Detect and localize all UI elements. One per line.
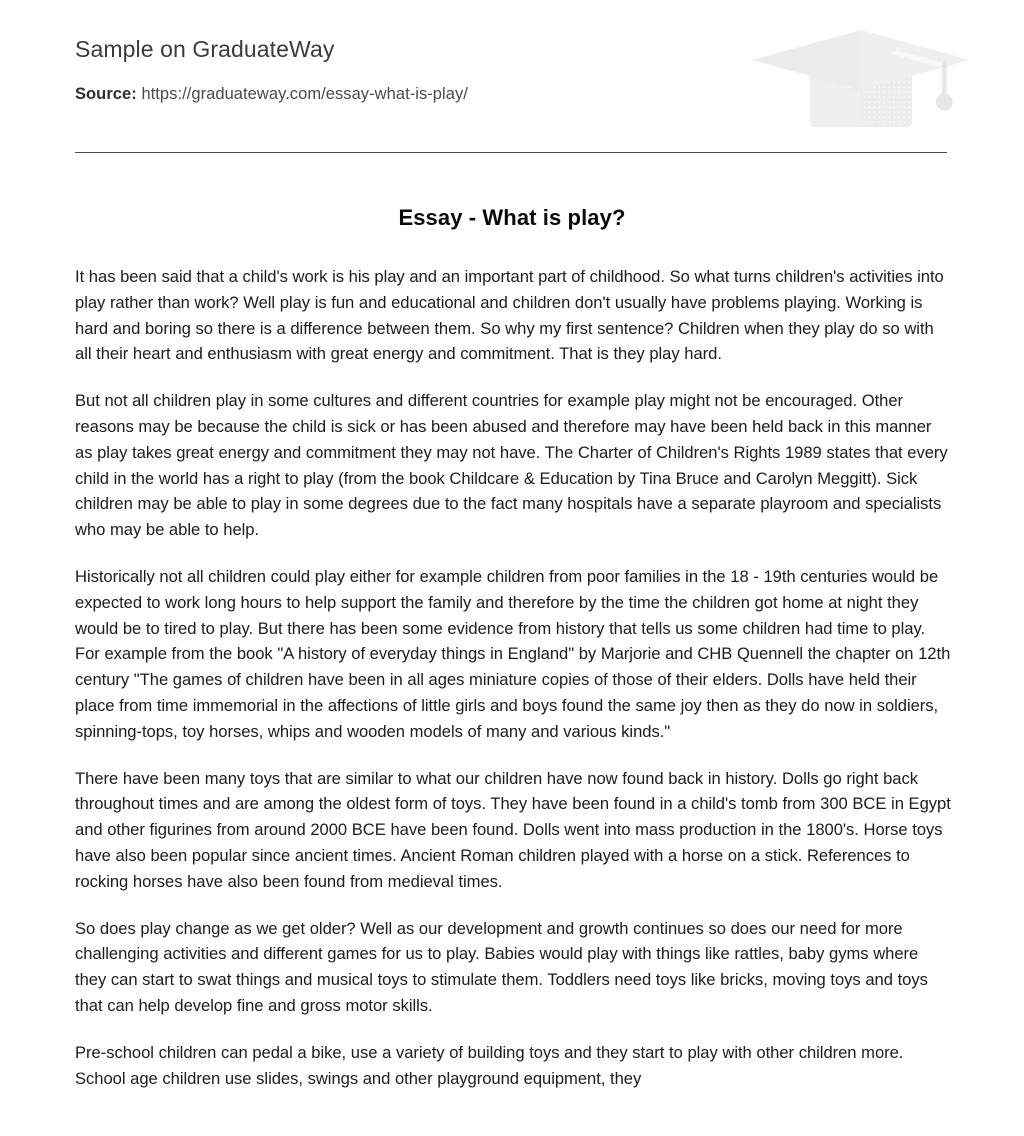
source-line bbox=[75, 85, 468, 104]
source-url[interactable]: https://graduateway.com/essay-what-is-play/ bbox=[141, 85, 468, 103]
paragraph: But not all children play in some cultures and different countries for example play might not be encouraged. Other reasons may be because the child is sick or has been abused and therefore may have been held back in this manner as play takes great energy and commitment they may not have. The Charter of Children's Rights 1989 states that every child in the world has a right to play (from the book Childcare & Education by Tina Bruce and Carolyn Meggitt). Sick children may be able to play in some degrees due to the fact many hospitals have a separate playroom and specialists who may be able to help. bbox=[75, 391, 948, 540]
paragraph: Historically not all children could play either for example children from poor families in the 18 - 19th centuries would be expected to work long hours to help support the family and therefore by the time the children got home at night they would be to tired to play. But there has been some evidence from history that tells us some children had time to play. For example from the book "A history of everyday things in England" by Marjorie and CHB Quennell the chapter on 12th century "The games of children have been in all ages miniature copies of those of their elders. Dolls have held their place from time immemorial in the affections of little girls and boys found the same joy then as they do now in soldiers, spinning-tops, toy horses, whips and wooden models of many and various kinds." bbox=[75, 566, 951, 741]
paragraph: Pre-school children can pedal a bike, use a variety of building toys and they start to play with other children more. School age children use slides, swings and other playground equipment, they bbox=[75, 1042, 904, 1088]
graduation-cap-icon bbox=[748, 26, 974, 130]
paragraph: So does play change as we get older? Well as our development and growth continues so does our need for more challenging activities and different games for us to play. Babies would play with things like rattles, baby gyms where they can start to swat things and musical toys to stimulate them. Toddlers need toys like bricks, moving toys and toys that can help develop fine and gross motor skills. bbox=[75, 918, 928, 1015]
paragraph: It has been said that a child's work is his play and an important part of childhood. So what turns children's activities into play rather than work? Well play is fun and educational and children don't usually have problems playing. Working is hard and boring so there is a difference between them. So why my first sentence? Children when they play do so with all their heart and enthusiasm with great energy and commitment. That is they play hard. bbox=[75, 267, 944, 364]
page-title: Essay - What is play? bbox=[398, 205, 626, 230]
essay-body bbox=[75, 264, 951, 1091]
paragraph: There have been many toys that are similar to what our children have now found back in history. Dolls go right back throughout times and are among the oldest form of toys. They have been found in a child's tomb from 300 BCE in Egypt and other figurines from around 2000 BCE have been found. Dolls went into mass production in the 1800's. Horse toys have also been popular since ancient times. Ancient Roman children played with a horse on a stick. References to rocking horses have also been found from medieval times. bbox=[75, 768, 951, 891]
header-divider bbox=[75, 152, 947, 153]
source-label: Source: bbox=[75, 85, 137, 103]
site-name: Sample on GraduateWay bbox=[75, 36, 335, 62]
